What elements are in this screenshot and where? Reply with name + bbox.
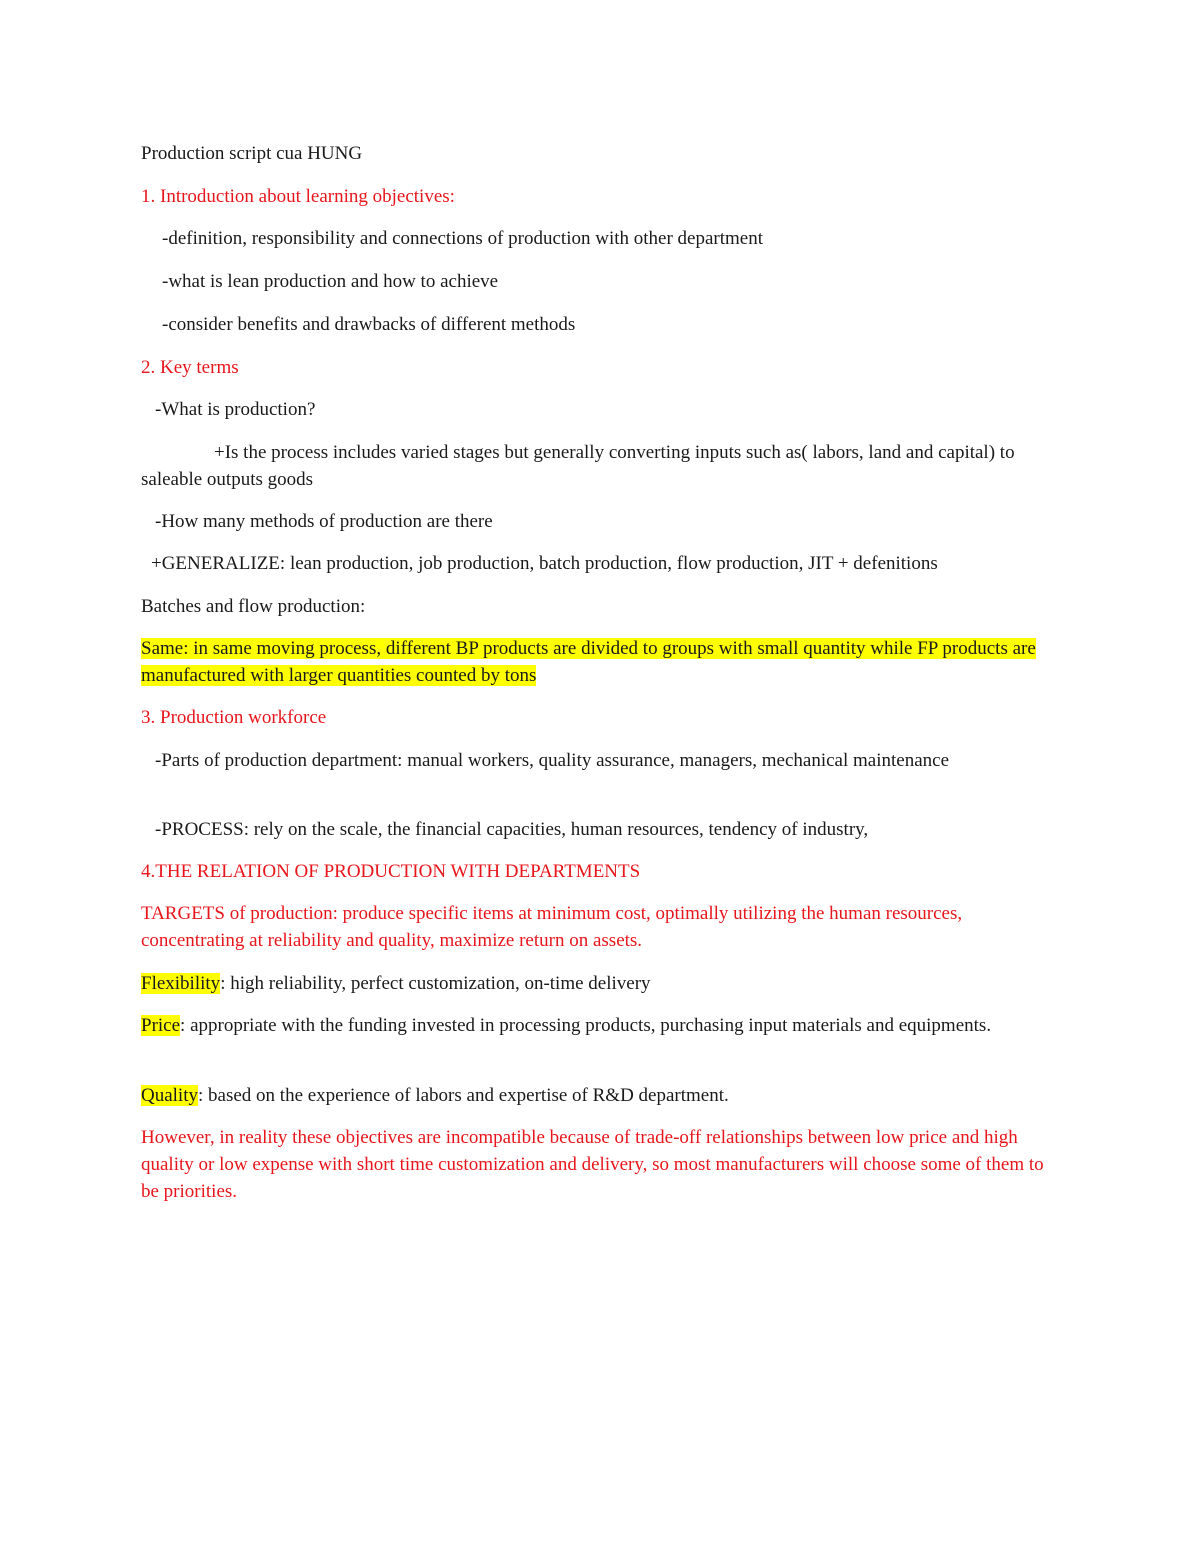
batches-heading: Batches and flow production:	[141, 596, 366, 617]
workforce-process: -PROCESS: rely on the scale, the financial capacities, human resources, tendency of industry,	[155, 819, 869, 840]
quality-label: Quality	[141, 1085, 198, 1106]
flexibility-label: Flexibility	[141, 973, 221, 994]
workforce-parts: -Parts of production department: manual workers, quality assurance, managers, mechanical maintenance	[155, 750, 950, 771]
section-4-heading: 4.THE RELATION OF PRODUCTION WITH DEPARTMENTS	[141, 861, 641, 882]
quality-text: : based on the experience of labors and expertise of R&D department.	[198, 1085, 729, 1106]
price-label: Price	[141, 1015, 181, 1036]
key-term-answer-2: +GENERALIZE: lean production, job production, batch production, flow production, JIT + defenitions	[151, 553, 938, 574]
key-term-question-2: -How many methods of production are there	[155, 511, 493, 532]
key-term-question-1: -What is production?	[155, 399, 316, 420]
same-highlight: Same: in same moving process, different BP products are divided to groups with small quantity while FP products are manufactured with larger quantities counted by tons	[141, 638, 1036, 686]
document-title: Production script cua HUNG	[141, 143, 363, 164]
section-3-heading: 3. Production workforce	[141, 707, 327, 728]
price-text: : appropriate with the funding invested in processing products, purchasing input materials and equipments.	[180, 1015, 992, 1036]
objective-item-1: -definition, responsibility and connections of production with other department	[162, 228, 764, 249]
price-paragraph	[141, 1012, 1061, 1039]
section-2-heading: 2. Key terms	[141, 357, 239, 378]
targets-paragraph: TARGETS of production: produce specific items at minimum cost, optimally utilizing the human resources, concentrating at reliability and quality, maximize return on assets.	[141, 903, 963, 951]
flexibility-text: : high reliability, perfect customization, on-time delivery	[220, 973, 651, 994]
section-1-heading: 1. Introduction about learning objectives:	[141, 186, 455, 207]
however-paragraph: However, in reality these objectives are incompatible because of trade-off relationships between low price and high quality or low expense with short time customization and delivery, so most manufacturers will choose some of them to be priorities.	[141, 1127, 1044, 1202]
objective-item-2: -what is lean production and how to achieve	[162, 271, 499, 292]
quality-line	[141, 1083, 729, 1109]
objective-item-3: -consider benefits and drawbacks of different methods	[162, 314, 576, 335]
key-term-answer-1: +Is the process includes varied stages but generally converting inputs such as( labors, land and capital) to saleable outputs goods	[141, 442, 1015, 490]
same-paragraph	[141, 635, 1061, 689]
flexibility-line	[141, 971, 651, 997]
